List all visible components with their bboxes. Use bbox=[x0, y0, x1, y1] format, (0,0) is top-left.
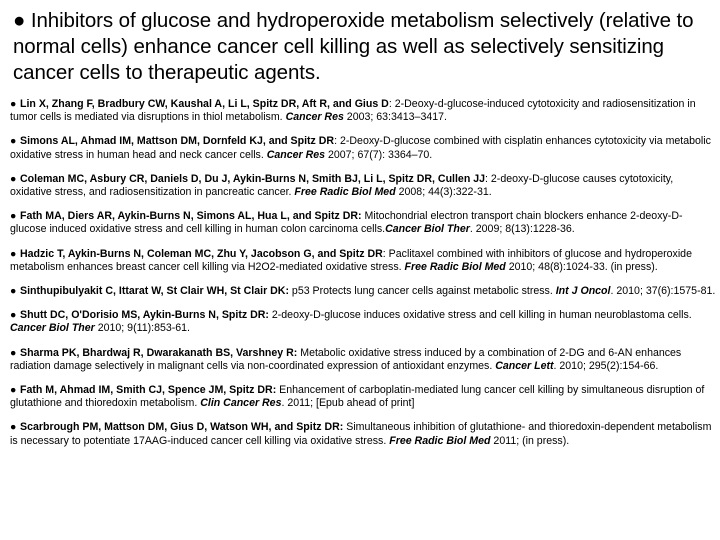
reference-title: 2-deoxy-D-glucose induces oxidative stress and cell killing in human neuroblastoma cells. bbox=[268, 309, 692, 322]
reference-item bbox=[10, 347, 716, 373]
bullet-icon: ● bbox=[10, 210, 17, 223]
reference-journal: Cancer Res bbox=[266, 148, 326, 161]
reference-details: 2007; 67(7): 3364–70. bbox=[325, 148, 433, 161]
reference-item bbox=[10, 135, 716, 161]
reference-journal: Int J Oncol bbox=[555, 285, 611, 298]
reference-title: Simultaneous inhibition of glutathione- and thioredoxin-dependent metabolism is necessary to potentiate 17AAG-induced cancer cell killing via oxidative stress. bbox=[10, 421, 712, 447]
reference-title: : Paclitaxel combined with inhibitors of glucose and hydroperoxide metabolism enhances breast cancer cell killing via H2O2-mediated oxidative stress. bbox=[10, 247, 692, 273]
reference-authors: Lin X, Zhang F, Bradbury CW, Kaushal A, Li L, Spitz DR, Aft R, and Gius D bbox=[20, 98, 389, 110]
reference-details: 2011; (in press). bbox=[490, 434, 570, 447]
bullet-icon: ● bbox=[10, 172, 17, 185]
reference-journal: Free Radic Biol Med bbox=[389, 434, 491, 447]
bullet-icon: ● bbox=[10, 98, 17, 110]
reference-item bbox=[10, 421, 716, 447]
reference-authors: Hadzic T, Aykin-Burns N, Coleman MC, Zhu Y, Jacobson G, and Spitz DR bbox=[20, 247, 383, 260]
reference-item bbox=[10, 309, 716, 335]
slide-heading: ● Inhibitors of glucose and hydroperoxide metabolism selectively (relative to normal cells) enhance cancer cell killing as well as selectively sensitizing cancer cells to therapeutic agents. bbox=[13, 9, 694, 84]
reference-title: Mitochondrial electron transport chain blockers enhance 2-deoxy-D-glucose induced oxidative stress and cell killing in human colon carcinoma cells. bbox=[10, 210, 683, 236]
bullet-icon: ● bbox=[10, 309, 17, 322]
bullet-icon: ● bbox=[10, 135, 17, 148]
reference-journal: Cancer Biol Ther bbox=[10, 322, 95, 335]
reference-item bbox=[10, 384, 716, 410]
reference-title: : 2-deoxy-D-glucose causes cytotoxicity, oxidative stress, and radiosensitization in pancreatic cancer. bbox=[10, 172, 674, 199]
reference-title: Enhancement of carboplatin-mediated lung cancer cell killing by simultaneous disruption of glutathione and thioredoxin metabolism. bbox=[10, 384, 705, 410]
reference-title: : 2-Deoxy-d-glucose-induced cytotoxicity and radiosensitization in tumor cells is mediated via disruptions in thiol metabolism. bbox=[10, 98, 696, 124]
reference-title: Metabolic oxidative stress induced by a combination of 2-DG and 6-AN enhances radiation damage selectively in malignant cells via non-coordinated expression of antioxidant enzymes. bbox=[10, 346, 682, 372]
reference-authors: Simons AL, Ahmad IM, Mattson DM, Dornfeld KJ, and Spitz DR bbox=[20, 135, 335, 148]
reference-details: 2003; 63:3413–3417. bbox=[343, 111, 447, 124]
reference-item bbox=[10, 173, 716, 199]
bullet-icon: ● bbox=[10, 346, 17, 359]
reference-journal: Cancer Biol Ther bbox=[385, 223, 470, 236]
reference-journal: Free Radic Biol Med bbox=[404, 260, 506, 273]
reference-authors: Coleman MC, Asbury CR, Daniels D, Du J, Aykin-Burns N, Smith BJ, Li L, Spitz DR, Cullen JJ bbox=[20, 172, 486, 185]
reference-title: p53 Protects lung cancer cells against metabolic stress. bbox=[288, 285, 556, 298]
bullet-icon: ● bbox=[10, 285, 17, 298]
reference-journal: Cancer Lett bbox=[495, 359, 554, 372]
reference-journal: Free Radic Biol Med bbox=[294, 186, 396, 199]
reference-item bbox=[10, 98, 716, 124]
reference-details: . 2009; 8(13):1228-36. bbox=[469, 223, 575, 236]
reference-authors: Sharma PK, Bhardwaj R, Dwarakanath BS, Varshney R: bbox=[20, 346, 298, 359]
reference-details: 2010; 48(8):1024-33. (in press). bbox=[505, 260, 658, 273]
reference-item bbox=[10, 285, 716, 298]
bullet-icon: ● bbox=[10, 384, 17, 397]
reference-authors: Fath MA, Diers AR, Aykin-Burns N, Simons AL, Hua L, and Spitz DR: bbox=[20, 210, 362, 223]
reference-details: . 2011; [Epub ahead of print] bbox=[281, 397, 415, 410]
reference-authors: Scarbrough PM, Mattson DM, Gius D, Watson WH, and Spitz DR: bbox=[20, 421, 344, 434]
reference-journal: Cancer Res bbox=[285, 111, 344, 124]
reference-authors: Shutt DC, O'Dorisio MS, Aykin-Burns N, Spitz DR: bbox=[20, 309, 269, 322]
bullet-icon: ● bbox=[10, 421, 17, 434]
bullet-icon: ● bbox=[10, 247, 17, 260]
reference-details: 2010; 9(11):853-61. bbox=[94, 322, 190, 335]
reference-item bbox=[10, 248, 716, 274]
reference-title: : 2-Deoxy-D-glucose combined with cisplatin enhances cytotoxicity via metabolic oxidative stress in human head and neck cancer cells. bbox=[10, 135, 711, 161]
reference-journal: Clin Cancer Res bbox=[200, 397, 282, 410]
reference-item bbox=[10, 210, 716, 236]
reference-authors: Sinthupibulyakit C, Ittarat W, St Clair WH, St Clair DK: bbox=[20, 285, 289, 298]
reference-details: 2008; 44(3):322-31. bbox=[395, 186, 492, 199]
reference-details: . 2010; 295(2):154-66. bbox=[553, 359, 659, 372]
reference-authors: Fath M, Ahmad IM, Smith CJ, Spence JM, Spitz DR: bbox=[20, 384, 277, 397]
reference-list bbox=[10, 98, 716, 459]
reference-details: . 2010; 37(6):1575-81. bbox=[610, 285, 716, 298]
